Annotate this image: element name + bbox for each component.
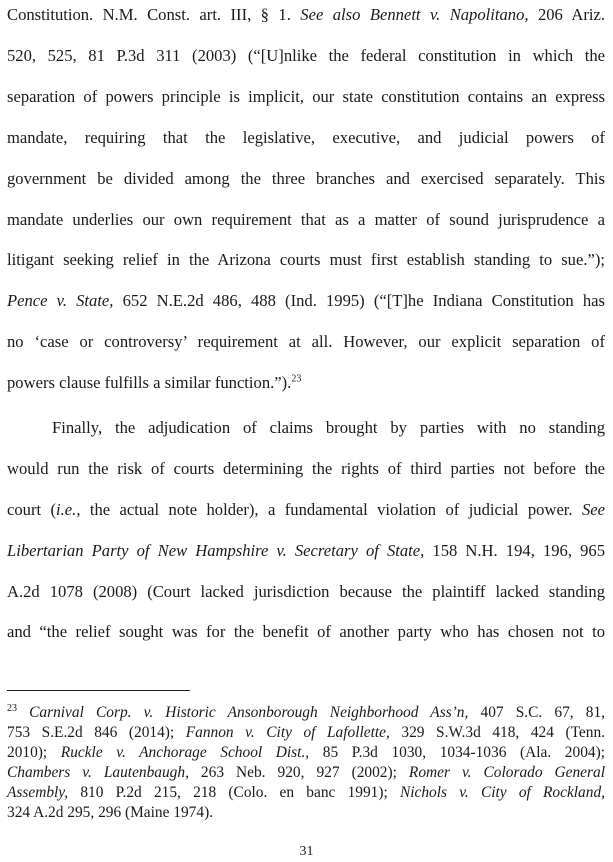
footnote-line: 2010); Ruckle v. Anchorage School Dist., 85 P.3d 1030, 1034-1036 (Ala. 2004);	[7, 744, 605, 761]
italic-citation: Chambers v. Lautenbaugh,	[7, 764, 189, 781]
body-line: government be divided among the three branches and exercised separately. This	[7, 169, 605, 188]
body-line: no ‘case or controversy’ requirement at all. However, our explicit separation of	[7, 332, 605, 351]
italic-citation: i.e.	[56, 500, 77, 519]
italic-citation: Ruckle v. Anchorage School Dist.,	[60, 744, 310, 761]
italic-citation: Carnival Corp. v. Historic Ansonborough Neighborhood Ass’n,	[29, 704, 469, 721]
footnote-line: $^{23}$ Carnival Corp. v. Historic Ansonborough Neighborhood Ass’n, 407 S.C. 67, 81,	[7, 702, 605, 721]
body-line: 520, 525, 81 P.3d 311 (2003) (“[U]nlike the federal constitution in which the	[7, 46, 605, 65]
footnote-line: Assembly, 810 P.2d 215, 218 (Colo. en banc 1991); Nichols v. City of Rockland,	[7, 784, 605, 801]
footnote-line: 753 S.E.2d 846 (2014); Fannon v. City of Lafollette, 329 S.W.3d 418, 424 (Tenn.	[7, 724, 605, 741]
italic-citation: Fannon v. City of Lafollette,	[185, 724, 390, 741]
italic-citation: Pence v. State,	[7, 291, 114, 310]
body-line: and “the relief sought was for the benefit of another party who has chosen not to	[7, 622, 605, 641]
body-line: court (i.e., the actual note holder), a fundamental violation of judicial power. See	[7, 500, 605, 519]
body-line: Pence v. State, 652 N.E.2d 486, 488 (Ind. 1995) (“[T]he Indiana Constitution has	[7, 291, 605, 310]
italic-citation: Romer v. Colorado General	[408, 764, 605, 781]
body-line: A.2d 1078 (2008) (Court lacked jurisdiction because the plaintiff lacked standing	[7, 582, 605, 601]
page-number: 31	[299, 844, 314, 859]
italic-citation: Nichols v. City of Rockland,	[399, 784, 605, 801]
body-line: Constitution. N.M. Const. art. III, § 1. See also Bennett v. Napolitano, 206 Ariz.	[7, 5, 606, 24]
italic-citation: Assembly,	[7, 784, 69, 801]
body-line: Libertarian Party of New Hampshire v. Secretary of State, 158 N.H. 194, 196, 965	[7, 541, 605, 560]
footnote-line: 324 A.2d 295, 296 (Maine 1974).	[7, 804, 214, 821]
italic-citation: See	[581, 500, 605, 519]
italic-citation: See also Bennett v. Napolitano,	[300, 5, 529, 24]
italic-citation: Libertarian Party of New Hampshire v. Secretary of State,	[7, 541, 425, 560]
body-line: would run the risk of courts determining the rights of third parties not before the	[7, 459, 605, 478]
footnote-marker: 23	[7, 702, 17, 714]
body-line: separation of powers principle is implicit, our state constitution contains an express	[7, 87, 605, 106]
footnote-marker: 23	[291, 373, 302, 385]
footnote-separator	[7, 690, 190, 691]
body-line: Finally, the adjudication of claims brought by parties with no standing	[52, 418, 605, 437]
body-line: litigant seeking relief in the Arizona courts must first establish standing to sue.”);	[7, 250, 605, 269]
footnote-line: Chambers v. Lautenbaugh, 263 Neb. 920, 927 (2002); Romer v. Colorado General	[7, 764, 605, 781]
body-line: mandate underlies our own requirement that as a matter of sound jurisprudence a	[7, 210, 605, 229]
body-line: powers clause fulfills a similar function.”).$^{23}$	[7, 373, 302, 392]
body-line: mandate, requiring that the legislative, executive, and judicial powers of	[7, 128, 605, 147]
